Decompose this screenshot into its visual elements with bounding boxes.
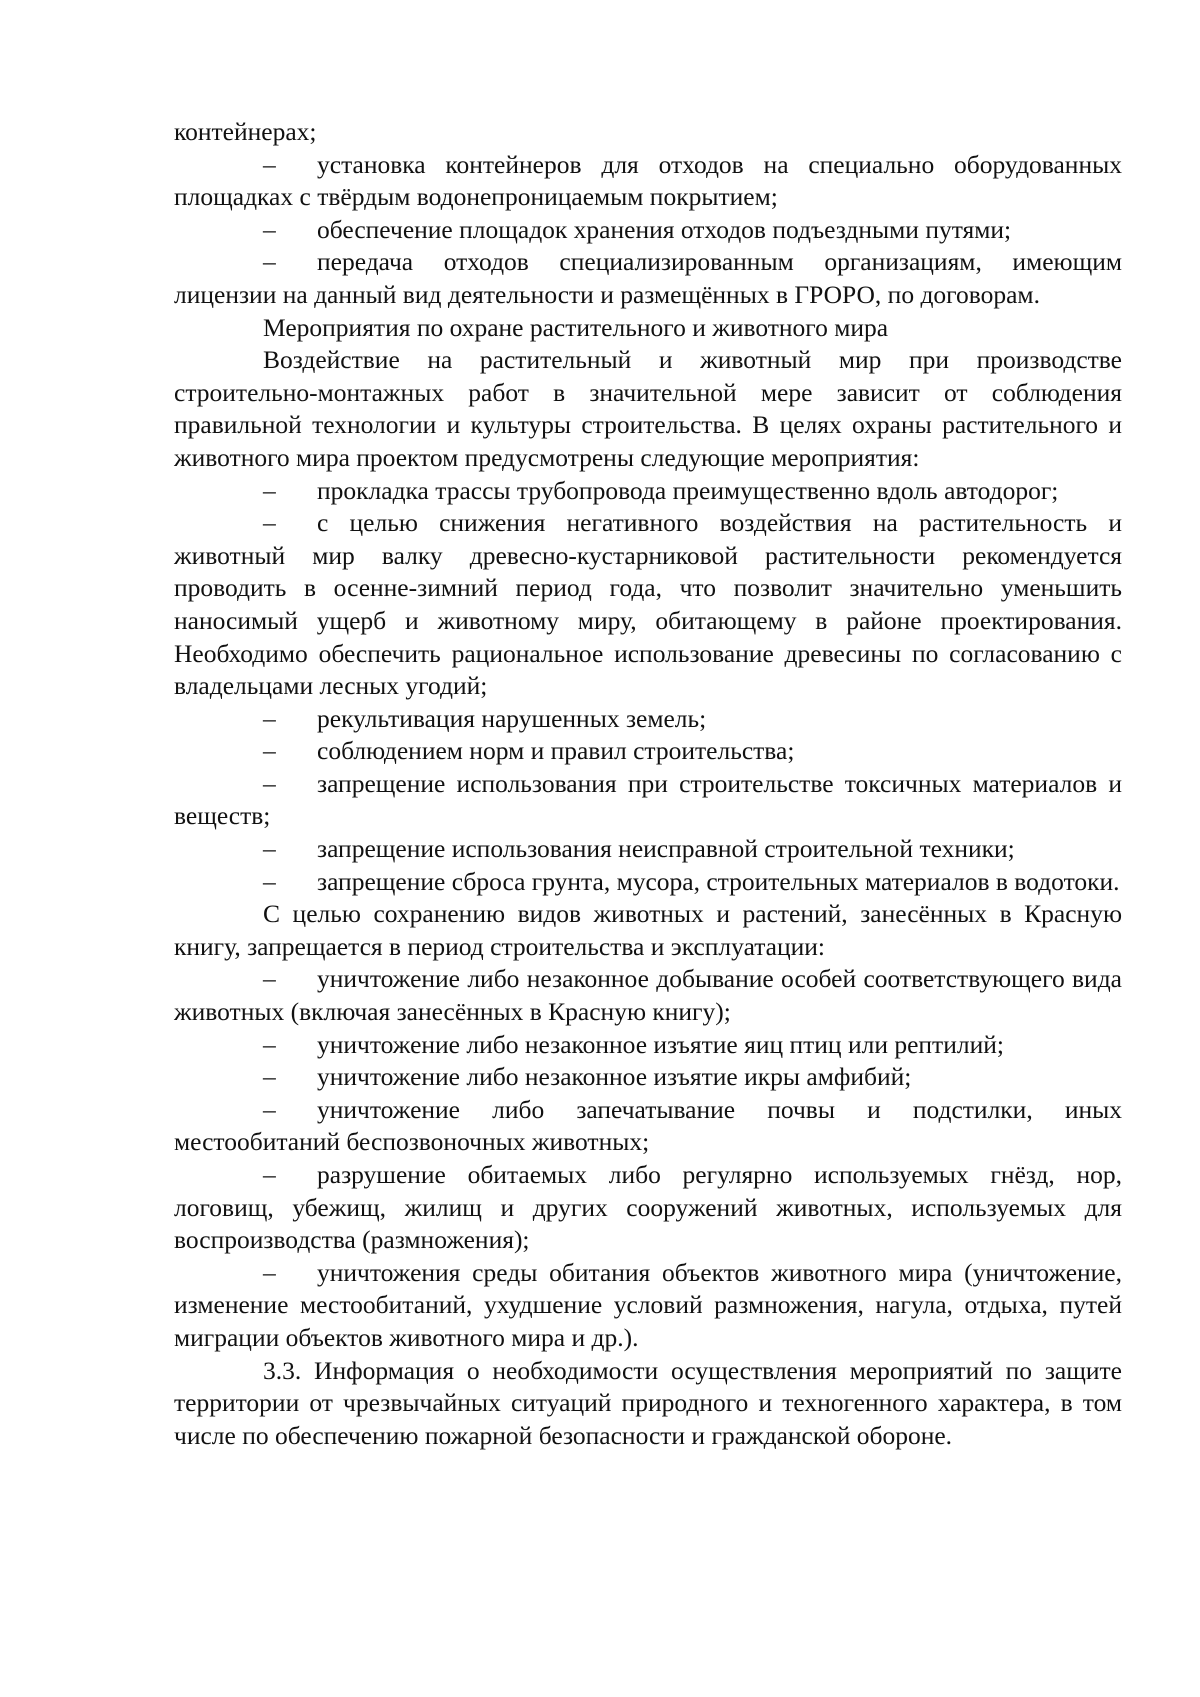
- bullet-item: [174, 833, 1122, 866]
- section-heading: Мероприятия по охране растительного и животного мира: [263, 312, 889, 342]
- bullet-item: [174, 1094, 1122, 1159]
- bullet-item: [174, 214, 1122, 247]
- paragraph: С целью сохранению видов животных и растений, занесённых в Красную книгу, запрещается в период строительства и эксплуатации:: [174, 899, 1122, 961]
- bullet-text: запрещение использования при строительстве токсичных материалов и веществ;: [174, 768, 1122, 831]
- bullet-item: [174, 866, 1122, 899]
- bullet-text: прокладка трассы трубопровода преимущественно вдоль автодорог;: [317, 475, 1059, 505]
- bullet-item: [174, 1257, 1122, 1355]
- paragraph-continuation: контейнерах;: [174, 117, 317, 146]
- bullet-text: уничтожение либо запечатывание почвы и подстилки, иных местообитаний беспозвоночных животных;: [174, 1094, 1122, 1157]
- bullet-item: [174, 1029, 1122, 1062]
- bullet-text: уничтожение либо незаконное изъятие яиц птиц или рептилий;: [317, 1029, 1004, 1059]
- bullet-item: [174, 735, 1122, 768]
- bullet-item: [174, 1061, 1122, 1094]
- bullet-text: уничтожение либо незаконное добывание особей соответствующего вида животных (включая занесённых в Красную книгу);: [174, 964, 1122, 1027]
- bullet-text: запрещение сброса грунта, мусора, строительных материалов в водотоки.: [317, 866, 1120, 896]
- bullet-item: [174, 507, 1122, 703]
- bullet-item: [174, 768, 1122, 833]
- bullet-item: [174, 1159, 1122, 1257]
- bullet-item: [174, 149, 1122, 214]
- section-paragraph-3-3: 3.3. Информация о необходимости осуществления мероприятий по защите территории от чрезвычайных ситуаций природного и техногенного характера, в том числе по обеспечению пожарной безопасности и гражданской обороне.: [174, 1355, 1122, 1450]
- bullet-text: уничтожения среды обитания объектов животного мира (уничтожение, изменение местообитаний, ухудшение условий размножения, нагула, отдыха, путей миграции объектов животного мира и др.).: [174, 1257, 1122, 1352]
- bullet-text: разрушение обитаемых либо регулярно используемых гнёзд, нор, логовищ, убежищ, жилищ и других сооружений животных, используемых для воспроизводства (размножения);: [174, 1160, 1122, 1255]
- bullet-text: с целью снижения негативного воздействия на растительность и животный мир валку древесно-кустарниковой растительности рекомендуется проводить в осенне-зимний период года, что позволит значительно уменьшить наносимый ущерб и животному миру, обитающему в районе проектирования. Необходимо обеспечить рациональное использование древесины по согласованию с владельцами лесных угодий;: [174, 508, 1122, 701]
- document-body: [174, 116, 1122, 1452]
- bullet-text: уничтожение либо незаконное изъятие икры амфибий;: [317, 1062, 912, 1092]
- bullet-item: [174, 703, 1122, 736]
- bullet-text: запрещение использования неисправной строительной техники;: [317, 834, 1015, 864]
- bullet-text: соблюдением норм и правил строительства;: [317, 736, 795, 766]
- bullet-item: [174, 963, 1122, 1028]
- paragraph: Воздействие на растительный и животный мир при производстве строительно-монтажных работ в значительной мере зависит от соблюдения правильной технологии и культуры строительства. В целях охраны растительного и животного мира проектом предусмотрены следующие мероприятия:: [174, 345, 1122, 472]
- bullet-text: рекультивация нарушенных земель;: [317, 703, 707, 733]
- bullet-text: обеспечение площадок хранения отходов подъездными путями;: [317, 214, 1012, 244]
- bullet-item: [174, 246, 1122, 311]
- bullet-text: установка контейнеров для отходов на специально оборудованных площадках с твёрдым водонепроницаемым покрытием;: [174, 149, 1122, 212]
- bullet-text: передача отходов специализированным организациям, имеющим лицензии на данный вид деятельности и размещённых в ГРОРО, по договорам.: [174, 247, 1122, 309]
- bullet-item: [174, 475, 1122, 508]
